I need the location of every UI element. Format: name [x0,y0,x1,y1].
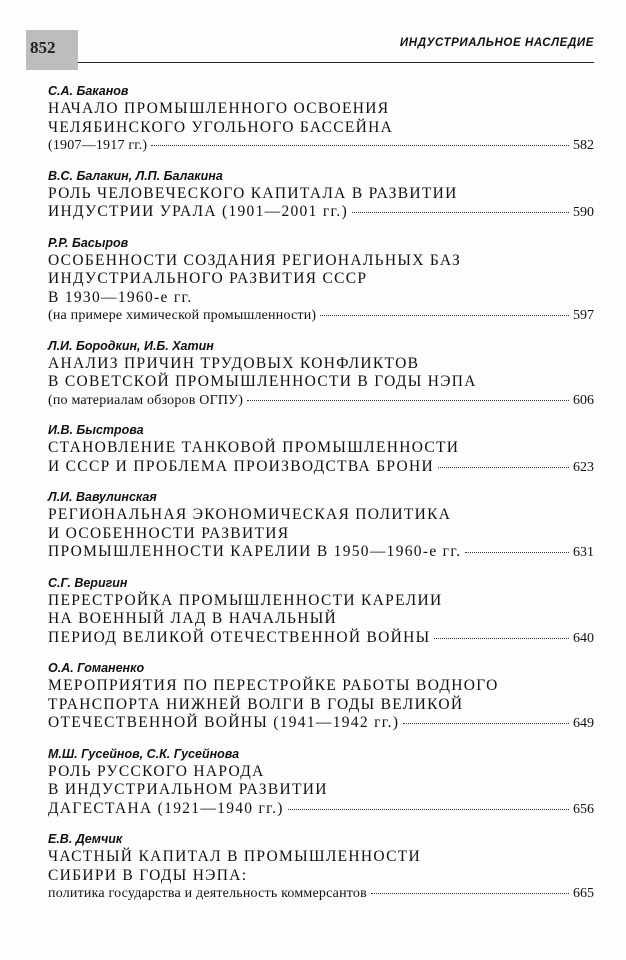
entry-title-line: ТРАНСПОРТА НИЖНЕЙ ВОЛГИ В ГОДЫ ВЕЛИКОЙ [48,695,464,713]
toc-entry [48,659,594,734]
entry-title-line: ПРОМЫШЛЕННОСТИ КАРЕЛИИ В 1950—1960-е гг. [48,543,462,560]
entry-title-line: политика государства и деятельность коммерсантов [48,886,367,901]
entry-title-line: НА ВОЕННЫЙ ЛАД В НАЧАЛЬНЫЙ [48,610,338,627]
toc-entry [48,82,594,156]
toc-entry [48,488,594,563]
entry-page-number: 606 [573,392,594,408]
entry-page-number: 623 [573,459,594,475]
entry-page-number: 582 [573,138,594,153]
page-header [0,0,626,80]
entry-last-line [48,629,594,649]
toc-entry [48,830,594,904]
toc-entry [48,574,594,649]
entry-title-line: ДАГЕСТАНА (1921—1940 гг.) [48,799,284,817]
entry-title-line: АНАЛИЗ ПРИЧИН ТРУДОВЫХ КОНФЛИКТОВ [48,354,420,372]
entry-author: В.С. Балакин, Л.П. Балакина [48,168,223,183]
entry-title-line: ПЕРЕСТРОЙКА ПРОМЫШЛЕННОСТИ КАРЕЛИИ [48,591,443,609]
dot-leader [371,893,569,894]
entry-title-line: РОЛЬ РУССКОГО НАРОДА [48,762,265,780]
entry-author: С.А. Баканов [48,84,129,98]
entry-last-line [48,800,594,820]
entry-last-line [48,543,594,563]
entry-page-number: 590 [573,205,594,220]
dot-leader [247,400,569,401]
entry-last-line [48,307,594,326]
entry-title-line: (1907—1917 гг.) [48,138,148,153]
entry-author: О.А. Гоманенко [48,661,145,675]
entry-title-line: ИНДУСТРИАЛЬНОГО РАЗВИТИЯ СССР [48,270,368,287]
toc-entry [48,234,594,326]
table-of-contents [48,82,594,915]
dot-leader [438,467,569,468]
entry-title-line: ОТЕЧЕСТВЕННОЙ ВОЙНЫ (1941—1942 гг.) [48,714,400,731]
toc-entry [48,167,594,223]
entry-page-number: 656 [573,801,594,817]
toc-entry [48,421,594,477]
entry-title-line: В 1930—1960-е гг. [48,288,193,306]
toc-entry [48,745,594,820]
toc-entry [48,337,594,411]
entry-author: Е.В. Демчик [48,832,123,846]
dot-leader [151,145,569,146]
entry-page-number: 597 [573,308,594,323]
entry-title-line: МЕРОПРИЯТИЯ ПО ПЕРЕСТРОЙКЕ РАБОТЫ ВОДНОГО [48,677,499,694]
entry-page-number: 665 [573,886,594,901]
entry-last-line [48,203,594,223]
entry-title-line: РЕГИОНАЛЬНАЯ ЭКОНОМИЧЕСКАЯ ПОЛИТИКА [48,506,452,523]
page-number: 852 [26,30,78,70]
entry-author: И.В. Быстрова [48,423,144,437]
entry-title-line: РОЛЬ ЧЕЛОВЕЧЕСКОГО КАПИТАЛА В РАЗВИТИИ [48,184,458,202]
dot-leader [465,552,569,553]
entry-author: М.Ш. Гусейнов, С.К. Гусейнова [48,746,240,761]
entry-last-line [48,458,594,478]
entry-author: Л.И. Бородкин, И.Б. Хатин [48,338,214,353]
entry-page-number: 631 [573,545,594,560]
entry-title-line: СТАНОВЛЕНИЕ ТАНКОВОЙ ПРОМЫШЛЕННОСТИ [48,439,460,456]
entry-page-number: 649 [573,716,594,731]
entry-title-line: СИБИРИ В ГОДЫ НЭПА: [48,866,248,884]
entry-last-line [48,137,594,156]
entry-title-line: ЧАСТНЫЙ КАПИТАЛ В ПРОМЫШЛЕННОСТИ [48,848,421,865]
dot-leader [352,212,569,213]
section-title: ИНДУСТРИАЛЬНОЕ НАСЛЕДИЕ [399,37,594,49]
entry-title-line: (на примере химической промышленности) [48,308,317,323]
header-rule [78,62,594,63]
entry-title-line: И СССР И ПРОБЛЕМА ПРОИЗВОДСТВА БРОНИ [48,457,435,475]
entry-title-line: В СОВЕТСКОЙ ПРОМЫШЛЕННОСТИ В ГОДЫ НЭПА [48,373,477,390]
entry-title-line: И ОСОБЕННОСТИ РАЗВИТИЯ [48,524,290,542]
entry-author: Л.И. Вавулинская [48,490,157,504]
entry-title-line: ОСОБЕННОСТИ СОЗДАНИЯ РЕГИОНАЛЬНЫХ БАЗ [48,251,462,269]
entry-title-line: ИНДУСТРИИ УРАЛА (1901—2001 гг.) [48,203,349,220]
dot-leader [434,638,569,639]
dot-leader [403,723,569,724]
entry-title-line: (по материалам обзоров ОГПУ) [48,392,244,408]
entry-title-line: В ИНДУСТРИАЛЬНОМ РАЗВИТИИ [48,781,328,798]
entry-last-line [48,885,594,904]
entry-title-line: ПЕРИОД ВЕЛИКОЙ ОТЕЧЕСТВЕННОЙ ВОЙНЫ [48,628,431,646]
entry-title-line: НАЧАЛО ПРОМЫШЛЕННОГО ОСВОЕНИЯ [48,100,390,117]
dot-leader [320,315,569,316]
dot-leader [288,809,569,810]
entry-author: С.Г. Веригин [48,575,128,590]
entry-title-line: ЧЕЛЯБИНСКОГО УГОЛЬНОГО БАССЕЙНА [48,118,394,136]
entry-page-number: 640 [573,630,594,646]
entry-last-line [48,714,594,734]
entry-author: Р.Р. Басыров [48,235,129,250]
entry-last-line [48,392,594,411]
